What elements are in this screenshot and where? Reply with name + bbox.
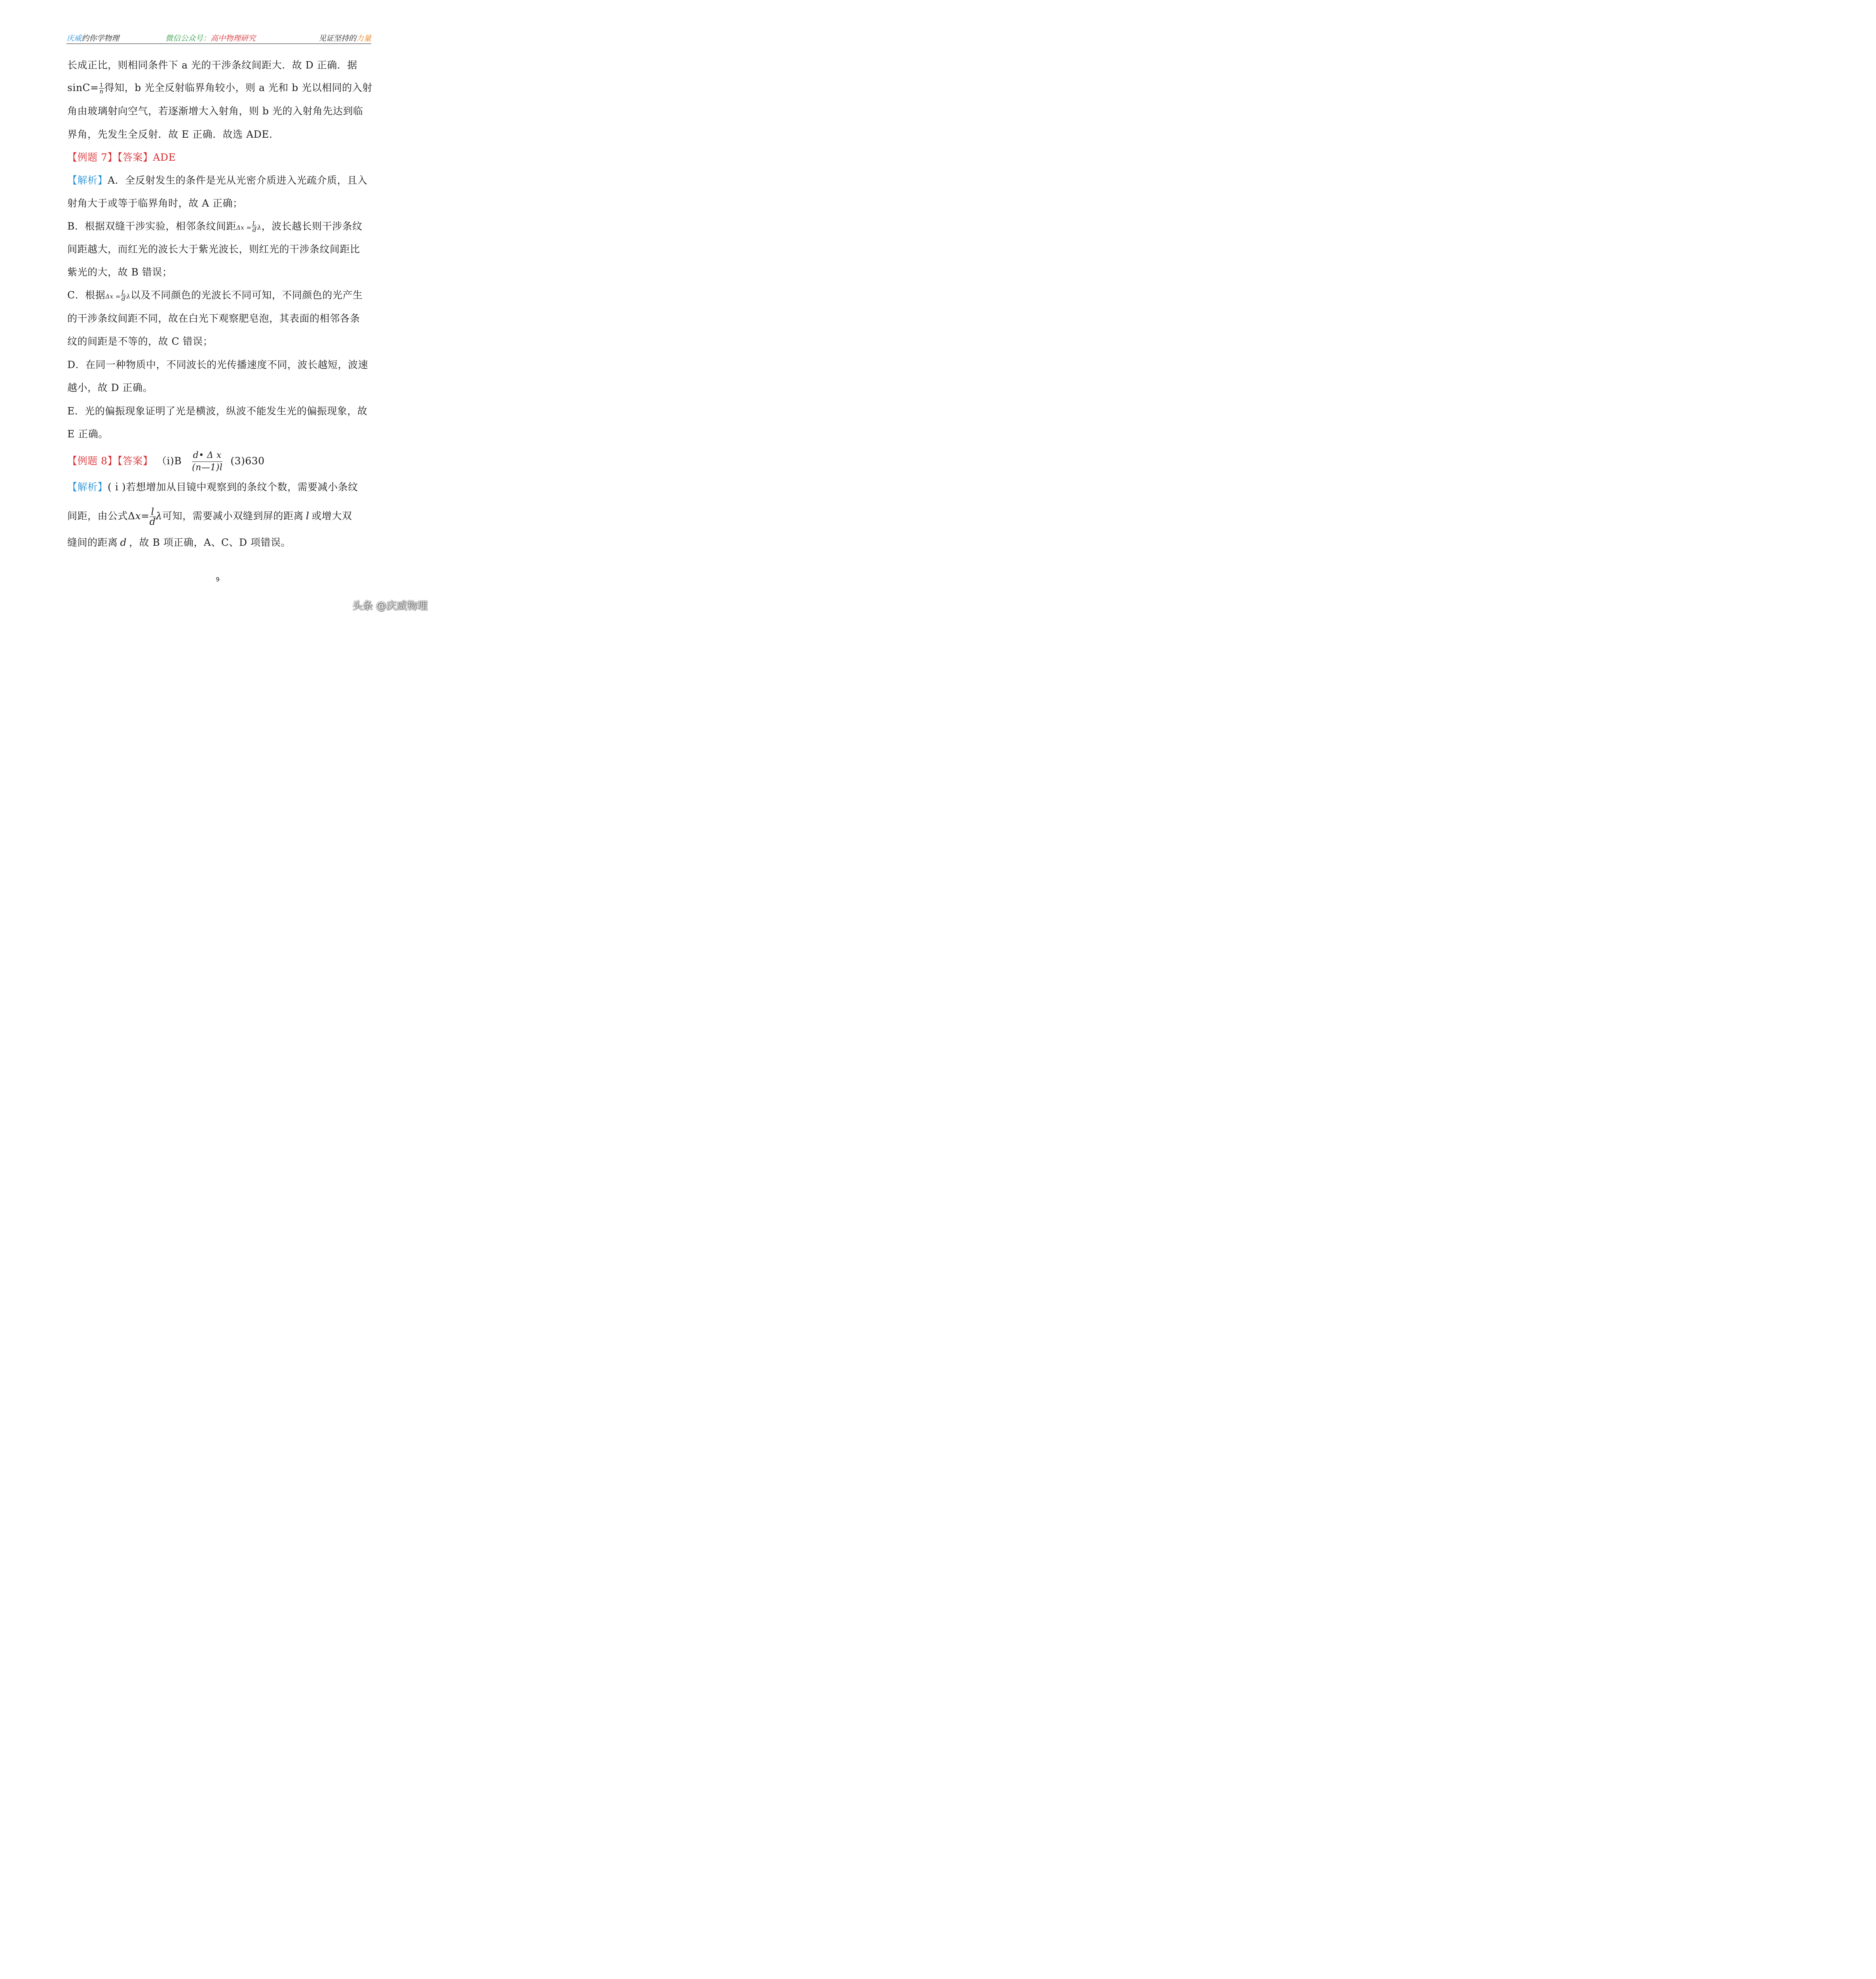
header-right-highlight: 力量: [356, 34, 371, 43]
text-line: 界角，先发生全反射．故 E 正确．故选 ADE.: [67, 129, 273, 140]
header-right-text: 见证坚持的: [318, 34, 356, 43]
text-line: 长成正比，则相同条件下 a 光的干涉条纹间距大．故 D 正确．据: [67, 59, 357, 71]
text-line: 射角大于或等于临界角时，故 A 正确；: [67, 198, 243, 209]
text-line: E 正确。: [67, 428, 108, 440]
fraction-l-over-d: $\frac{l}{d}$: [149, 506, 156, 527]
text-line: B．根据双缝干涉实验，相邻条纹间距Δx = $\frac{L}{d}$ λ，波长越长则干涉条纹: [67, 220, 363, 234]
text-line: C．根据Δx = $\frac{L}{d}$ λ以及不同颜色的光波长不同可知，不同颜色的光产生: [67, 289, 363, 302]
fraction-l-over-d: $\frac{L}{d}$: [121, 289, 126, 302]
header-left: [66, 32, 119, 43]
text-line: 【解析】A．全反射发生的条件是光从光密介质进入光疏介质，且入: [67, 175, 368, 186]
header-middle: [165, 32, 256, 43]
header-left-text: 约你学物理: [82, 34, 120, 43]
watermark: 头条 @庆威物理: [352, 600, 427, 612]
analysis-label: 【解析】: [67, 175, 108, 186]
header-middle-label: 微信公众号：: [165, 34, 211, 43]
page-header: [66, 32, 371, 44]
text-line: 紫光的大，故 B 错误；: [67, 266, 173, 278]
page-number: 9: [216, 576, 220, 583]
text-line: 纹的间距是不等的，故 C 错误；: [67, 336, 213, 347]
analysis-label: 【解析】: [67, 481, 108, 493]
header-right: [319, 32, 371, 43]
example-7-answer-label: 【例题 7】【答案】ADE: [67, 152, 176, 163]
text-line: 间距越大，而红光的波长大于紫光波长，则红光的干涉条纹间距比: [67, 243, 360, 255]
fraction-one-over-n: $\frac{1}{n}$: [99, 82, 104, 95]
text-line: 【解析】(ｉ)若想增加从目镜中观察到的条纹个数，需要减小条纹: [67, 481, 358, 493]
text-line: E．光的偏振现象证明了光是横波，纵波不能发生光的偏振现象，故: [67, 405, 368, 417]
text-line: 角由玻璃射向空气，若逐渐增大入射角，则 b 光的入射角先达到临: [67, 105, 363, 117]
text-line: D．在同一种物质中，不同波长的光传播速度不同，波长越短，波速: [67, 359, 368, 370]
header-left-brand: 庆威: [66, 34, 82, 43]
example-8-answer: 【例题 8】【答案】 （i)B $\frac{\text{d• Δ x}}{(n—1)l}$ (3)630: [67, 450, 265, 473]
fraction-answer: $\frac{\text{d• Δ x}}{(n—1)l}$: [192, 450, 223, 473]
text-line: 缝间的距离 d ，故 B 项正确，A、C、D 项错误。: [67, 537, 291, 548]
header-middle-account: 高中物理研究: [211, 34, 256, 43]
fraction-l-over-d: $\frac{L}{d}$: [252, 220, 256, 234]
text-line: sinC= $\frac{1}{n}$ 得知，b 光全反射临界角较小，则 a 光和 b 光以相同的入射: [67, 82, 372, 95]
text-line: 间距，由公式Δx= $\frac{l}{d}$ λ可知，需要减小双缝到屏的距离 l 或增大双: [67, 506, 352, 527]
text-line: 越小，故 D 正确。: [67, 382, 153, 393]
example-8-answer-label: 【例题 8】【答案】: [67, 455, 153, 467]
text-line: 的干涉条纹间距不同，故在白光下观察肥皂泡，其表面的相邻各条: [67, 313, 360, 324]
